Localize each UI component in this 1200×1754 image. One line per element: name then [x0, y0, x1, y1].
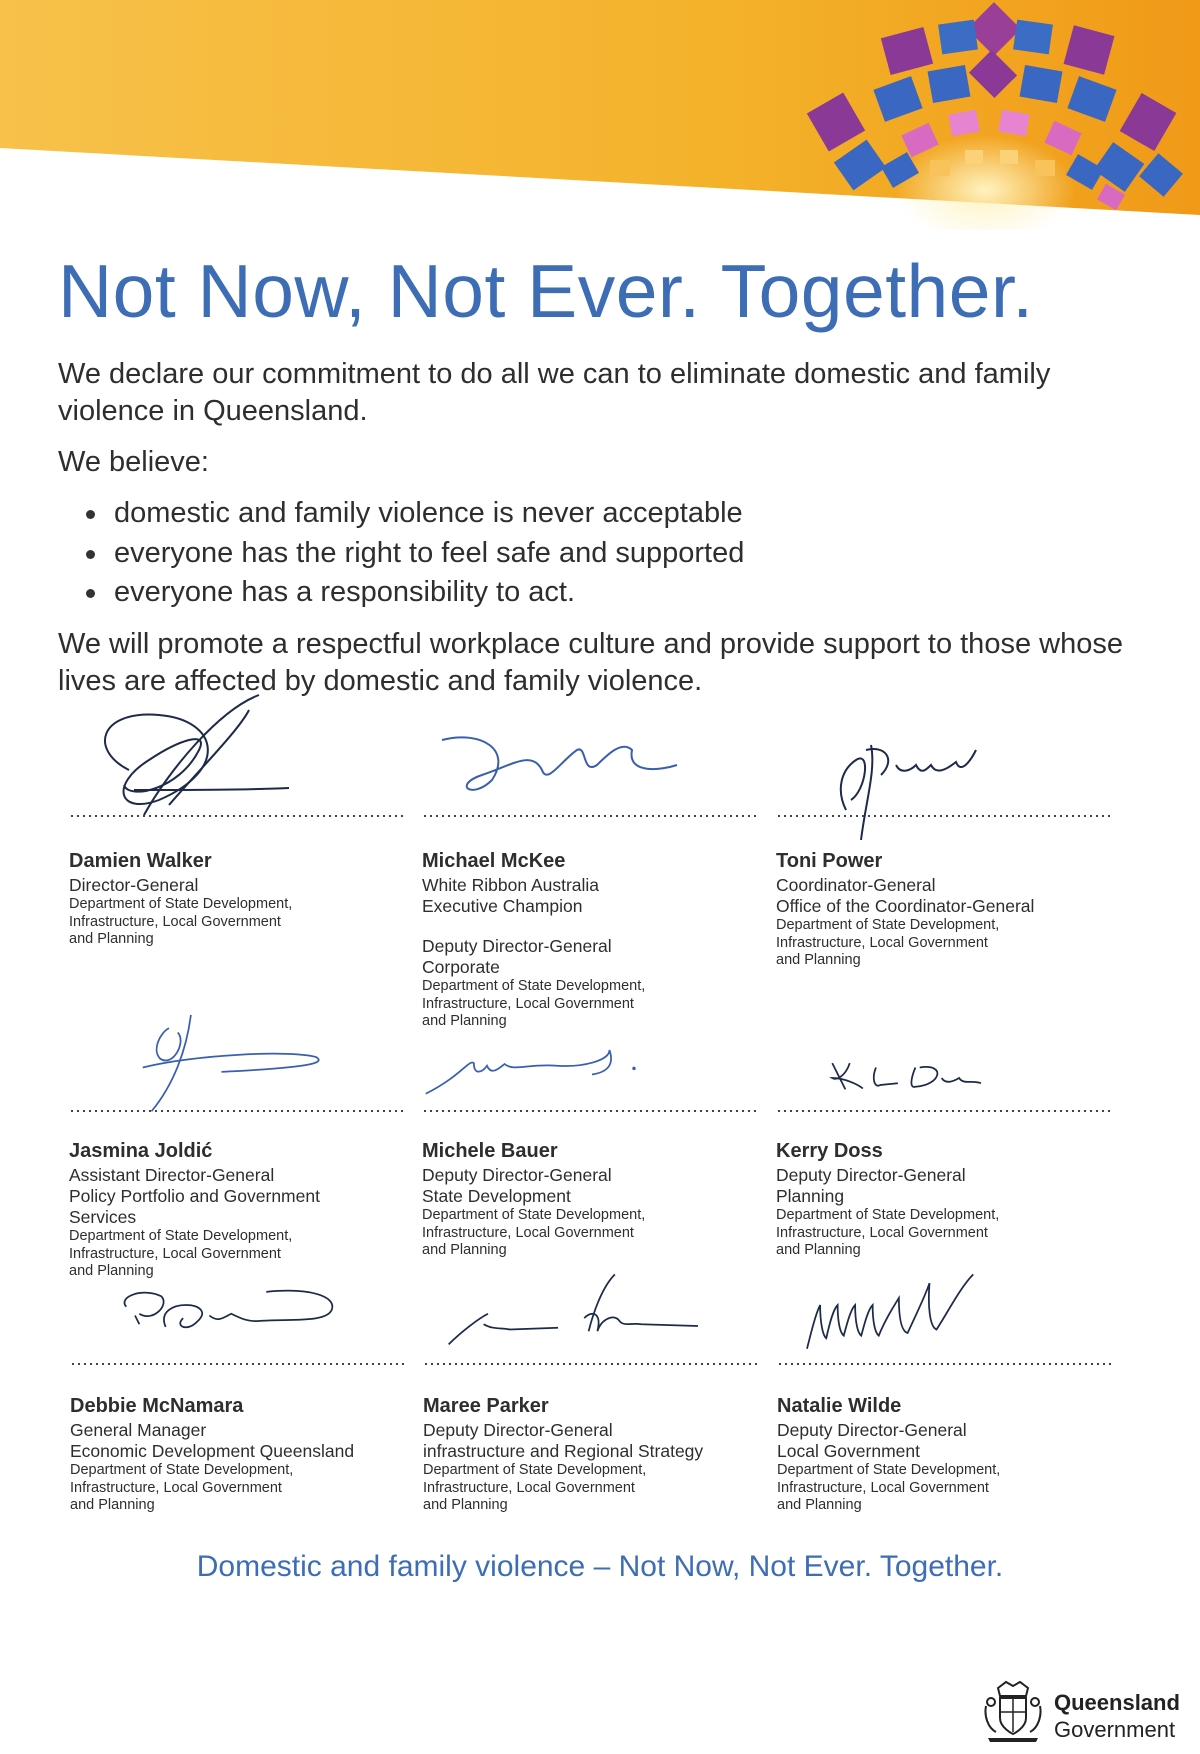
department-line: Department of State Development,: [776, 917, 1000, 933]
department-line: Department of State Development,: [422, 978, 646, 994]
list-item: everyone has the right to feel safe and supported: [80, 534, 744, 574]
department-line: Department of State Development,: [69, 896, 293, 912]
department-line: and Planning: [70, 1497, 155, 1513]
signatory-name: Debbie McNamara: [70, 1395, 244, 1417]
signature-line: [422, 815, 756, 817]
signatory-toni-power: [776, 690, 1116, 980]
bullet-icon: [86, 510, 95, 519]
signatory-role: State Development: [422, 1186, 571, 1206]
signature-image: [69, 690, 409, 830]
signatory-role: Local Government: [777, 1441, 920, 1461]
signature-line: [776, 815, 1110, 817]
signature-line: [70, 1363, 404, 1365]
department-line: and Planning: [776, 952, 861, 968]
logo-subtitle: Government: [1054, 1717, 1176, 1742]
department-line: Infrastructure, Local Government: [423, 1479, 635, 1496]
signature-image: [776, 690, 1116, 830]
signature-line: [777, 1363, 1111, 1365]
signatory-kerry-doss: [776, 980, 1116, 1260]
footer-tagline: Domestic and family violence – Not Now, Not Ever. Together.: [196, 1550, 1004, 1583]
signatory-role: General Manager: [70, 1420, 207, 1440]
department-line: and Planning: [777, 1497, 862, 1513]
department-line: and Planning: [776, 1242, 861, 1258]
signatory-name: Toni Power: [776, 850, 883, 872]
bullet-icon: [86, 550, 95, 559]
signatory-role: Director-General: [69, 875, 199, 895]
signatory-damien-walker: [69, 690, 409, 960]
signature-line: [776, 1110, 1110, 1112]
department-line: and Planning: [69, 1263, 154, 1279]
signature-image: [422, 980, 762, 1120]
header-banner: [0, 0, 1200, 230]
department-line: Department of State Development,: [776, 1207, 1000, 1223]
signatory-role: infrastructure and Regional Strategy: [423, 1441, 704, 1461]
signatory-role: Deputy Director-General: [777, 1420, 967, 1440]
signatory-natalie-wilde: [777, 1235, 1117, 1525]
signatory-michele-bauer: [422, 980, 762, 1260]
believe-label: We believe:: [58, 446, 209, 478]
signature-line: [69, 815, 403, 817]
signatory-name: Natalie Wilde: [777, 1395, 902, 1417]
signature-image: [423, 1235, 763, 1375]
signatory-role: Office of the Coordinator-General: [776, 896, 1035, 916]
signatory-role: Deputy Director-General: [422, 1165, 612, 1185]
signature-line: [422, 1110, 756, 1112]
department-line: Infrastructure, Local Government: [422, 1224, 634, 1241]
beliefs-list: [80, 494, 744, 613]
list-item: everyone has a responsibility to act.: [80, 573, 744, 613]
signatory-debbie-mcnamara: [70, 1235, 410, 1525]
department-line: Department of State Development,: [422, 1207, 646, 1223]
department-line: Infrastructure, Local Government: [69, 1245, 281, 1262]
signatory-name: Maree Parker: [423, 1395, 549, 1417]
signatory-name: Kerry Doss: [776, 1140, 883, 1162]
queensland-government-logo: [978, 1676, 1178, 1746]
signatory-name: Jasmina Joldić: [69, 1140, 213, 1162]
signatory-role: Corporate: [422, 957, 500, 977]
signatory-name: Michele Bauer: [422, 1140, 558, 1162]
signature-line: [69, 1110, 403, 1112]
signatory-role: White Ribbon Australia: [422, 875, 600, 895]
department-line: Department of State Development,: [69, 1228, 293, 1244]
signatory-role: Coordinator-General: [776, 875, 936, 895]
department-line: Infrastructure, Local Government: [777, 1479, 989, 1496]
signatory-maree-parker: [423, 1235, 763, 1525]
bullet-icon: [86, 589, 95, 598]
signature-image: [69, 980, 409, 1120]
signatory-role: Deputy Director-General: [422, 936, 612, 956]
list-item: domestic and family violence is never acceptable: [80, 494, 744, 534]
department-line: Department of State Development,: [777, 1462, 1001, 1478]
coat-of-arms-icon: [978, 1676, 1048, 1746]
signatory-name: Damien Walker: [69, 850, 212, 872]
department-line: Infrastructure, Local Government: [422, 995, 634, 1012]
signature-line: [423, 1363, 757, 1365]
department-line: and Planning: [422, 1242, 507, 1258]
intro-paragraph: We declare our commitment to do all we can to eliminate domestic and family violence in Queensland.: [58, 358, 1051, 427]
promise-paragraph: We will promote a respectful workplace culture and provide support to those whose lives are affected by domestic and family violence.: [58, 628, 1123, 697]
signature-image: [70, 1235, 410, 1375]
signature-image: [777, 1235, 1117, 1375]
signatory-name: Michael McKee: [422, 850, 566, 872]
department-line: Infrastructure, Local Government: [776, 934, 988, 951]
department-line: and Planning: [422, 1013, 507, 1029]
signatory-role: Deputy Director-General: [423, 1420, 613, 1440]
page-title: Not Now, Not Ever. Together.: [58, 249, 1034, 333]
logo-name: Queensland: [1054, 1690, 1180, 1715]
department-line: Infrastructure, Local Government: [69, 913, 281, 930]
department-line: and Planning: [423, 1497, 508, 1513]
department-line: Department of State Development,: [423, 1462, 647, 1478]
signatory-role: Executive Champion: [422, 896, 583, 916]
department-line: and Planning: [69, 931, 154, 947]
signatory-role: Assistant Director-General: [69, 1165, 275, 1185]
signatory-role: Deputy Director-General: [776, 1165, 966, 1185]
department-line: Infrastructure, Local Government: [776, 1224, 988, 1241]
signatory-role: Planning: [776, 1186, 845, 1206]
department-line: Infrastructure, Local Government: [70, 1479, 282, 1496]
department-line: Department of State Development,: [70, 1462, 294, 1478]
signature-image: [422, 690, 762, 830]
signatory-michael-mckee: [422, 690, 762, 1030]
signatory-role: Economic Development Queensland: [70, 1441, 355, 1461]
signature-image: [776, 980, 1116, 1120]
signatory-role: Services: [69, 1207, 137, 1227]
signatory-role: Policy Portfolio and Government: [69, 1186, 320, 1206]
